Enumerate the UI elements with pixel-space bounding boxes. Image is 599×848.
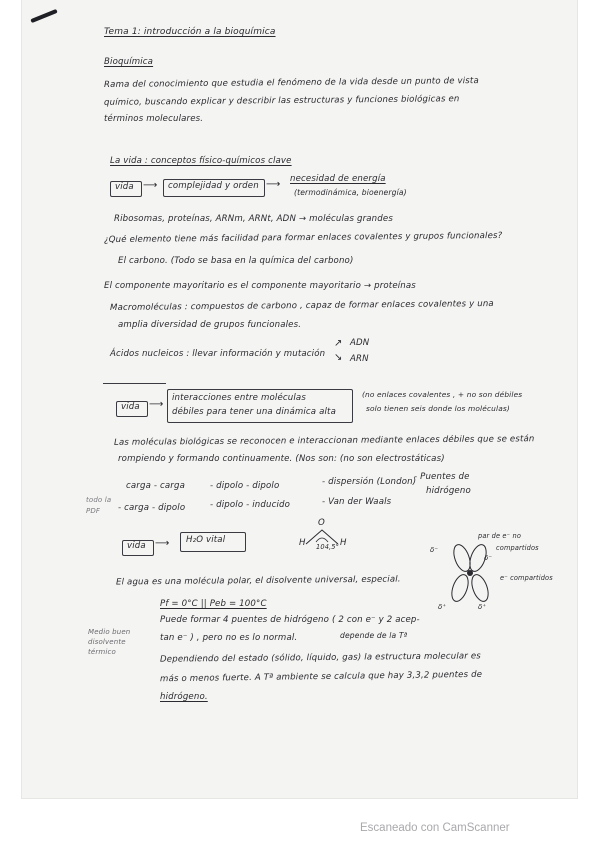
question-line: ¿Qué elemento tiene más facilidad para formar enlaces covalentes y grupos funcionales? [103, 230, 503, 246]
water-line: El agua es una molécula polar, el disolvente universal, especial. [115, 574, 401, 588]
water-line: hidrógeno. [160, 692, 208, 702]
melting-boiling-points: Pf = 0°C || Peb = 100°C [160, 599, 267, 609]
adn-label: ADN [350, 338, 370, 348]
arrow-right-icon: ⟶ [266, 179, 281, 190]
arrow-down-right-icon: ↘ [334, 352, 343, 363]
diagram-label: par de e⁻ no [478, 532, 522, 540]
camscanner-watermark: Escaneado con CamScanner [360, 822, 510, 834]
angle-label: 104,5° [316, 543, 340, 551]
margin-note: PDF [86, 507, 101, 515]
energy-note: (termodinámica, bioenergía) [294, 188, 407, 197]
side-note: solo tienen seis donde los moléculas) [366, 404, 510, 413]
paragraph-line: Rama del conocimiento que estudia el fenómeno de la vida desde un punto de vista [103, 76, 479, 90]
interaction-type: - dipolo - inducido [210, 500, 291, 510]
paragraph-line: términos moleculares. [104, 114, 204, 124]
nucleic-acids-line: Ácidos nucleicos : llevar información y mutación [110, 349, 326, 359]
box-interactions-line: débiles para tener una dinámica alta [172, 407, 336, 417]
box-water-label: H₂O vital [186, 535, 226, 545]
interaction-type: - Puentes de [414, 472, 470, 482]
interaction-type: - dispersión (London) [322, 477, 417, 487]
page-title: Tema 1: introducción a la bioquímica [104, 27, 276, 37]
arrow-up-right-icon: ↗ [334, 338, 343, 349]
box-interactions-line: interacciones entre moléculas [172, 393, 306, 403]
answer-line: El carbono. (Todo se basa en la química del carbono) [118, 256, 354, 266]
water-line: Puede formar 4 puentes de hidrógeno ( 2 con e⁻ y 2 acep- [160, 615, 420, 625]
delta-label: δ⁻ [484, 554, 493, 562]
diagram-label: e⁻ compartidos [500, 574, 553, 582]
hydrogen-label: H [340, 538, 347, 548]
box-vida-label: vida [121, 402, 140, 412]
orbital-diagram [440, 540, 500, 612]
margin-note: disolvente [88, 638, 126, 646]
arrow-right-icon: ⟶ [149, 399, 164, 410]
section-heading-bioquimica: Bioquímica [104, 57, 154, 67]
macromolecules-line: Macromoléculas : compuestos de carbono , capaz de formar enlaces covalentes y una [109, 298, 494, 314]
delta-label: δ⁺ [438, 603, 447, 611]
interaction-type: carga - carga [126, 481, 186, 491]
arn-label: ARN [350, 354, 369, 364]
interaction-type: - carga - dipolo [118, 503, 186, 513]
arrow-right-icon: ⟶ [155, 538, 170, 549]
box-complejidad-label: complejidad y orden [168, 181, 259, 191]
water-molecule-diagram [292, 514, 362, 558]
interaction-type: hidrógeno [426, 486, 471, 496]
diagram-label: compartidos [496, 544, 539, 552]
oxygen-label: O [318, 518, 325, 528]
macromolecules-line: amplia diversidad de grupos funcionales. [118, 320, 302, 330]
delta-label: δ⁻ [430, 546, 439, 554]
side-note: (no enlaces covalentes , + no son débiles [362, 390, 523, 399]
energy-label: necesidad de energía [290, 174, 386, 184]
delta-label: δ⁺ [478, 603, 487, 611]
box-vida-label: vida [115, 182, 134, 192]
interaction-type: - dipolo - dipolo [210, 481, 280, 491]
box-vida-label: vida [127, 541, 146, 551]
margin-note: todo la [86, 496, 112, 504]
margin-note: térmico [88, 648, 116, 656]
water-line: más o menos fuerte. A Tª ambiente se calcula que hay 3,3,2 puentes de [159, 669, 483, 685]
paragraph-line: químico, buscando explicar y describir las estructuras y funciones biológicas en [103, 94, 460, 108]
section-heading-vida: La vida : conceptos físico-químicos clave [110, 156, 292, 166]
side-note: depende de la Tª [340, 631, 408, 640]
arrow-right-icon: ⟶ [143, 180, 158, 191]
margin-note: Medio buen [88, 628, 131, 636]
interaction-type: - Van der Waals [322, 497, 392, 507]
paragraph-line: Las moléculas biológicas se reconocen e interaccionan mediante enlaces débiles que se están [113, 434, 535, 448]
water-line: tan e⁻ ) , pero no es lo normal. [160, 633, 298, 643]
proteins-line: El componente mayoritario es el componente mayoritario → proteínas [104, 281, 416, 291]
macromolecules-list: Ribosomas, proteínas, ARNm, ARNt, ADN → moléculas grandes [114, 214, 393, 224]
hydrogen-label: H [299, 538, 306, 548]
paragraph-line: rompiendo y formando continuamente. (Nos son: (no son electrostáticas) [118, 454, 445, 464]
water-line: Dependiendo del estado (sólido, líquido, gas) la estructura molecular es [159, 651, 481, 665]
divider [103, 383, 166, 384]
